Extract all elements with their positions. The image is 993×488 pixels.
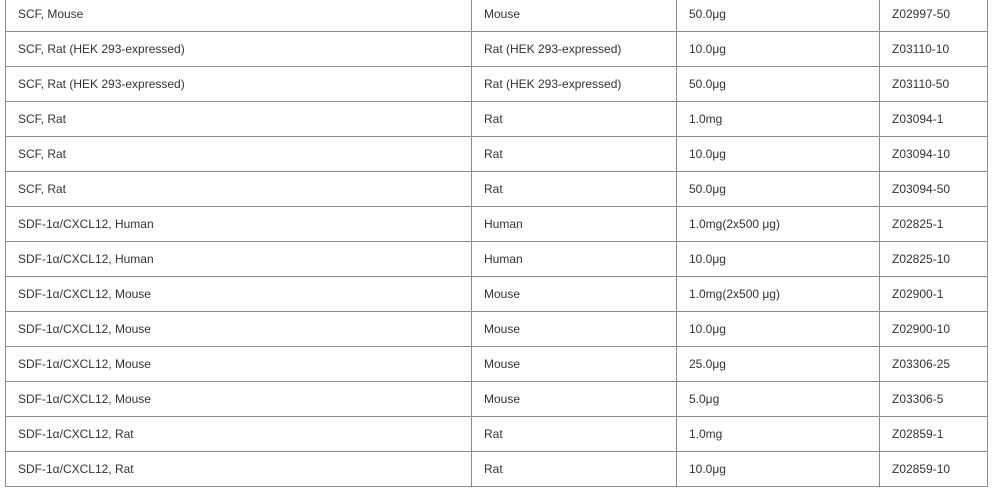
table-row [6, 67, 988, 102]
catalog-number-cell: Z03306-5 [880, 382, 988, 417]
catalog-number-cell: Z02825-10 [880, 242, 988, 277]
size-cell: 25.0μg [677, 347, 880, 382]
species-cell: Rat [472, 137, 677, 172]
table-row [6, 207, 988, 242]
table-row [6, 32, 988, 67]
size-cell: 10.0μg [677, 452, 880, 487]
catalog-number-cell: Z03094-10 [880, 137, 988, 172]
species-cell: Rat [472, 102, 677, 137]
product-name-cell: SCF, Rat [6, 102, 472, 137]
species-cell: Rat [472, 417, 677, 452]
table-row [6, 172, 988, 207]
catalog-number-cell: Z03306-25 [880, 347, 988, 382]
table-row [6, 417, 988, 452]
species-cell: Rat (HEK 293-expressed) [472, 32, 677, 67]
size-cell: 1.0mg [677, 417, 880, 452]
catalog-number-cell: Z02859-10 [880, 452, 988, 487]
species-cell: Human [472, 242, 677, 277]
product-name-cell: SDF-1α/CXCL12, Rat [6, 452, 472, 487]
catalog-number-cell: Z02900-10 [880, 312, 988, 347]
species-cell: Human [472, 207, 677, 242]
catalog-number-cell: Z03094-50 [880, 172, 988, 207]
product-name-cell: SDF-1α/CXCL12, Mouse [6, 382, 472, 417]
species-cell: Mouse [472, 0, 677, 32]
size-cell: 1.0mg(2x500 μg) [677, 277, 880, 312]
species-cell: Mouse [472, 382, 677, 417]
species-cell: Mouse [472, 347, 677, 382]
product-name-cell: SCF, Mouse [6, 0, 472, 32]
product-name-cell: SCF, Rat (HEK 293-expressed) [6, 32, 472, 67]
table-row [6, 347, 988, 382]
table-row [6, 277, 988, 312]
product-name-cell: SDF-1α/CXCL12, Human [6, 242, 472, 277]
product-name-cell: SDF-1α/CXCL12, Mouse [6, 277, 472, 312]
size-cell: 50.0μg [677, 0, 880, 32]
catalog-number-cell: Z02900-1 [880, 277, 988, 312]
size-cell: 1.0mg [677, 102, 880, 137]
product-name-cell: SDF-1α/CXCL12, Human [6, 207, 472, 242]
species-cell: Mouse [472, 312, 677, 347]
catalog-number-cell: Z03110-10 [880, 32, 988, 67]
product-name-cell: SCF, Rat [6, 137, 472, 172]
product-name-cell: SCF, Rat [6, 172, 472, 207]
product-table-body [6, 0, 988, 487]
catalog-number-cell: Z02997-50 [880, 0, 988, 32]
product-table [5, 0, 988, 487]
catalog-number-cell: Z03110-50 [880, 67, 988, 102]
size-cell: 1.0mg(2x500 μg) [677, 207, 880, 242]
catalog-number-cell: Z02859-1 [880, 417, 988, 452]
product-name-cell: SDF-1α/CXCL12, Mouse [6, 312, 472, 347]
size-cell: 50.0μg [677, 172, 880, 207]
table-row [6, 382, 988, 417]
size-cell: 50.0μg [677, 67, 880, 102]
table-row [6, 102, 988, 137]
size-cell: 10.0μg [677, 32, 880, 67]
size-cell: 5.0μg [677, 382, 880, 417]
species-cell: Rat [472, 172, 677, 207]
species-cell: Rat [472, 452, 677, 487]
species-cell: Mouse [472, 277, 677, 312]
catalog-number-cell: Z02825-1 [880, 207, 988, 242]
size-cell: 10.0μg [677, 242, 880, 277]
table-row [6, 242, 988, 277]
product-name-cell: SDF-1α/CXCL12, Mouse [6, 347, 472, 382]
table-row [6, 452, 988, 487]
product-name-cell: SDF-1α/CXCL12, Rat [6, 417, 472, 452]
product-name-cell: SCF, Rat (HEK 293-expressed) [6, 67, 472, 102]
size-cell: 10.0μg [677, 312, 880, 347]
species-cell: Rat (HEK 293-expressed) [472, 67, 677, 102]
table-row [6, 0, 988, 32]
catalog-number-cell: Z03094-1 [880, 102, 988, 137]
table-row [6, 137, 988, 172]
table-row [6, 312, 988, 347]
size-cell: 10.0μg [677, 137, 880, 172]
